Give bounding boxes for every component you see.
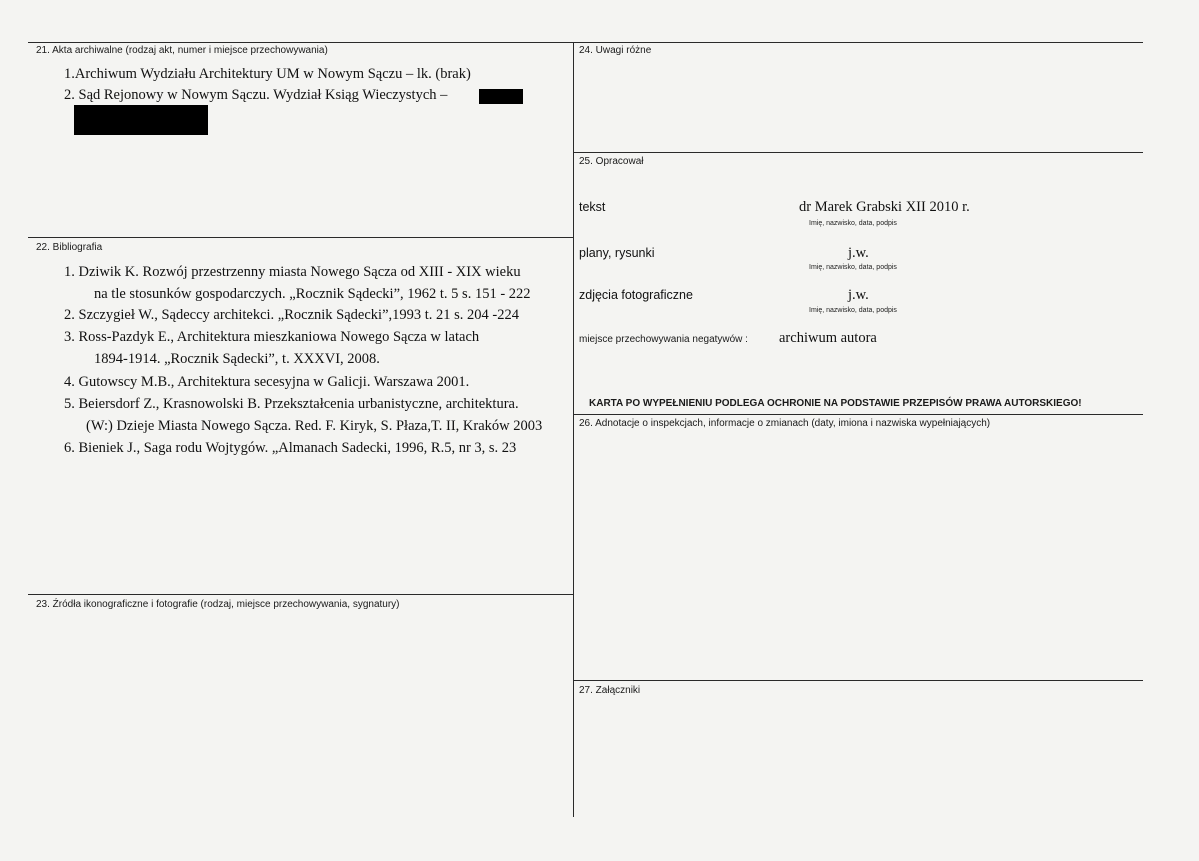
zdjecia-label: zdjęcia fotograficzne [579, 288, 693, 302]
tekst-label: tekst [579, 200, 606, 214]
section-23-label: 23. Źródła ikonograficzne i fotografie (rodzaj, miejsce przechowywania, sygnatury) [36, 599, 400, 610]
archive-item-1: 1.Archiwum Wydziału Architektury UM w Nowym Sączu – lk. (brak) [64, 66, 471, 82]
bibliography-line: 2. Szczygieł W., Sądeccy architekci. „Rocznik Sądecki”,1993 t. 21 s. 204 -224 [64, 307, 520, 323]
copyright-notice: KARTA PO WYPEŁNIENIU PODLEGA OCHRONIE NA PODSTAWIE PRZEPISÓW PRAWA AUTORSKIEGO! [589, 398, 1082, 409]
rule-25-26 [573, 414, 1143, 415]
section-26-label: 26. Adnotacje o inspekcjach, informacje o zmianach (daty, imiona i nazwiska wypełniających) [579, 418, 991, 429]
signature-caption: Imię, nazwisko, data, podpis [809, 264, 897, 271]
rule-22-23 [28, 594, 573, 595]
column-divider [573, 42, 574, 817]
bibliography-line: (W:) Dzieje Miasta Nowego Sącza. Red. F. Kiryk, S. Płaza,T. II, Kraków 2003 [86, 418, 543, 434]
top-rule [28, 42, 1143, 43]
rule-26-27 [573, 680, 1143, 681]
signature-caption: Imię, nazwisko, data, podpis [809, 307, 897, 314]
bibliography-line: 1. Dziwik K. Rozwój przestrzenny miasta Nowego Sącza od XIII - XIX wieku [64, 264, 521, 280]
signature-caption: Imię, nazwisko, data, podpis [809, 220, 897, 227]
plany-value: j.w. [848, 245, 869, 261]
negatywy-label: miejsce przechowywania negatywów : [579, 334, 748, 345]
negatywy-value: archiwum autora [779, 330, 877, 346]
archive-item-2: 2. Sąd Rejonowy w Nowym Sączu. Wydział Ksiąg Wieczystych – [64, 87, 448, 103]
section-25-label: 25. Opracował [579, 156, 644, 167]
section-22-label: 22. Bibliografia [36, 242, 103, 253]
bibliography-line: 4. Gutowscy M.B., Architektura secesyjna w Galicji. Warszawa 2001. [64, 374, 470, 390]
section-27-label: 27. Załączniki [579, 685, 641, 696]
section-21-label: 21. Akta archiwalne (rodzaj akt, numer i miejsce przechowywania) [36, 45, 328, 56]
bibliography-line: 1894-1914. „Rocznik Sądecki”, t. XXXVI, 2008. [94, 351, 380, 367]
redaction-bar [74, 105, 208, 135]
bibliography-line: na tle stosunków gospodarczych. „Rocznik Sądecki”, 1962 t. 5 s. 151 - 222 [94, 286, 531, 302]
bibliography-line: 3. Ross-Pazdyk E., Architektura mieszkaniowa Nowego Sącza w latach [64, 329, 480, 345]
bibliography-line: 6. Bieniek J., Saga rodu Wojtygów. „Almanach Sadecki, 1996, R.5, nr 3, s. 23 [64, 440, 517, 456]
bibliography-line: 5. Beiersdorf Z., Krasnowolski B. Przekształcenia urbanistyczne, architektura. [64, 396, 519, 412]
rule-21-22 [28, 237, 573, 238]
rule-24-25 [573, 152, 1143, 153]
redaction-bar [479, 89, 523, 104]
plany-label: plany, rysunki [579, 246, 655, 260]
zdjecia-value: j.w. [848, 287, 869, 303]
section-24-label: 24. Uwagi różne [579, 45, 652, 56]
tekst-value: dr Marek Grabski XII 2010 r. [799, 199, 970, 215]
